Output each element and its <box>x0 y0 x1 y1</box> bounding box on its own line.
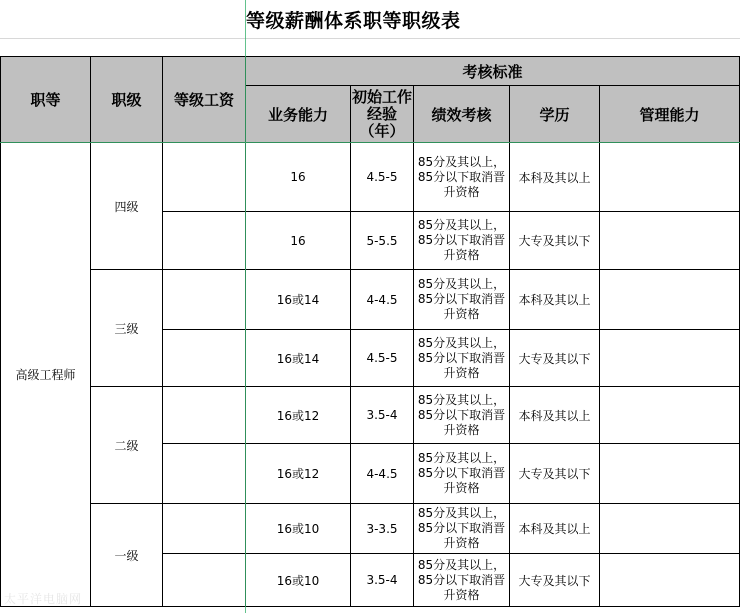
performance-cell: 85分及其以上，85分以下取消晋升资格 <box>414 387 510 444</box>
title-row <box>0 0 740 39</box>
business-cell: 16或14 <box>246 270 351 330</box>
performance-cell: 85分及其以上，85分以下取消晋升资格 <box>414 444 510 504</box>
business-cell: 16或14 <box>246 330 351 387</box>
business-cell: 16或12 <box>246 387 351 444</box>
level-cell: 一级 <box>91 504 163 607</box>
cell-selection-guide-horizontal <box>0 142 740 143</box>
management-cell <box>600 212 740 270</box>
experience-cell: 3.5-4 <box>351 387 414 444</box>
grade-table <box>0 56 740 607</box>
table-row <box>1 504 740 554</box>
table-row <box>1 143 740 212</box>
business-cell: 16或12 <box>246 444 351 504</box>
education-cell: 大专及其以下 <box>510 444 600 504</box>
management-cell <box>600 330 740 387</box>
salary-cell <box>163 554 246 607</box>
education-cell: 大专及其以下 <box>510 554 600 607</box>
salary-cell <box>163 444 246 504</box>
performance-cell: 85分及其以上，85分以下取消晋升资格 <box>414 270 510 330</box>
education-cell: 大专及其以下 <box>510 212 600 270</box>
watermark-logo: 太平洋电脑网 <box>4 592 83 606</box>
management-cell <box>600 504 740 554</box>
management-cell <box>600 387 740 444</box>
education-cell: 本科及其以上 <box>510 387 600 444</box>
empty-spreadsheet-row <box>0 38 740 56</box>
performance-cell: 85分及其以上，85分以下取消晋升资格 <box>414 330 510 387</box>
education-cell: 本科及其以上 <box>510 270 600 330</box>
education-cell: 本科及其以上 <box>510 504 600 554</box>
header-business: 业务能力 <box>246 86 351 143</box>
level-cell: 三级 <box>91 270 163 387</box>
performance-cell: 85分及其以上，85分以下取消晋升资格 <box>414 212 510 270</box>
performance-cell: 85分及其以上，85分以下取消晋升资格 <box>414 554 510 607</box>
salary-cell <box>163 143 246 212</box>
performance-cell: 85分及其以上，85分以下取消晋升资格 <box>414 504 510 554</box>
experience-cell: 4.5-5 <box>351 330 414 387</box>
education-cell: 大专及其以下 <box>510 330 600 387</box>
management-cell <box>600 554 740 607</box>
experience-cell: 3-3.5 <box>351 504 414 554</box>
salary-cell <box>163 387 246 444</box>
page-title: 等级薪酬体系职等职级表 <box>246 10 461 32</box>
header-salary: 等级工资 <box>163 57 246 143</box>
education-cell: 本科及其以上 <box>510 143 600 212</box>
management-cell <box>600 143 740 212</box>
experience-cell: 4-4.5 <box>351 270 414 330</box>
management-cell <box>600 444 740 504</box>
experience-cell: 4-4.5 <box>351 444 414 504</box>
business-cell: 16 <box>246 143 351 212</box>
performance-cell: 85分及其以上，85分以下取消晋升资格 <box>414 143 510 212</box>
salary-cell <box>163 504 246 554</box>
level-cell: 四级 <box>91 143 163 270</box>
header-rank: 职等 <box>1 57 91 143</box>
management-cell <box>600 270 740 330</box>
salary-cell <box>163 212 246 270</box>
business-cell: 16或10 <box>246 554 351 607</box>
header-level: 职级 <box>91 57 163 143</box>
table-row <box>1 270 740 330</box>
level-cell: 二级 <box>91 387 163 504</box>
experience-cell: 5-5.5 <box>351 212 414 270</box>
header-assessment: 考核标准 <box>246 57 740 86</box>
cell-selection-guide-vertical <box>245 0 246 613</box>
header-performance: 绩效考核 <box>414 86 510 143</box>
rank-cell: 高级工程师 <box>1 143 91 607</box>
table-row <box>1 387 740 444</box>
salary-cell <box>163 270 246 330</box>
business-cell: 16或10 <box>246 504 351 554</box>
experience-cell: 3.5-4 <box>351 554 414 607</box>
business-cell: 16 <box>246 212 351 270</box>
experience-cell: 4.5-5 <box>351 143 414 212</box>
header-education: 学历 <box>510 86 600 143</box>
salary-cell <box>163 330 246 387</box>
header-management: 管理能力 <box>600 86 740 143</box>
header-experience: 初始工作经验（年） <box>351 86 414 143</box>
